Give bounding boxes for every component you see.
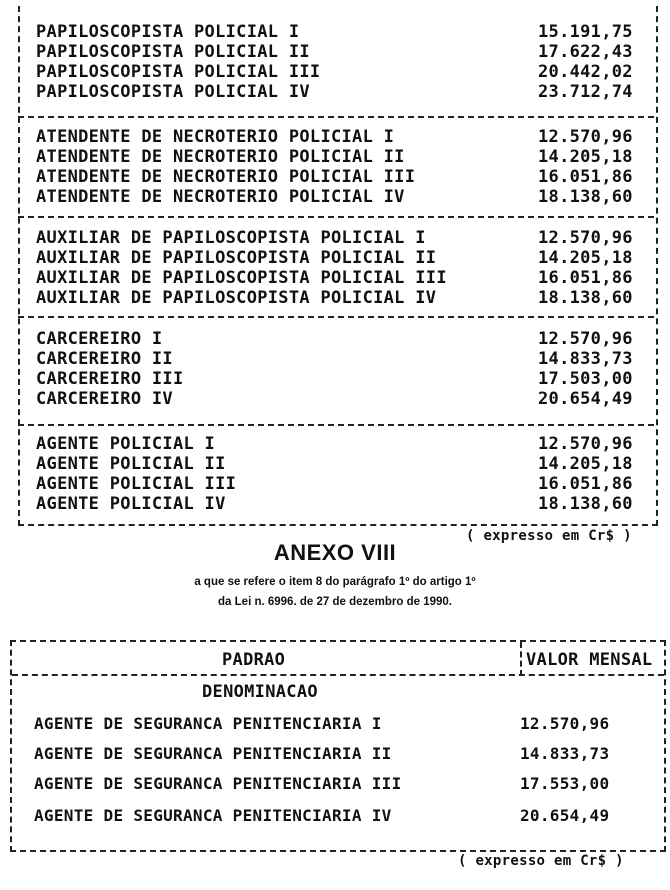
row-description: AGENTE POLICIAL I bbox=[36, 434, 216, 454]
table-row bbox=[34, 806, 610, 825]
row-description: PAPILOSCOPISTA POLICIAL I bbox=[36, 22, 300, 42]
row-description: PAPILOSCOPISTA POLICIAL II bbox=[36, 42, 310, 62]
row-description: AGENTE DE SEGURANCA PENITENCIARIA II bbox=[34, 744, 392, 763]
row-description: AGENTE DE SEGURANCA PENITENCIARIA IV bbox=[34, 806, 392, 825]
row-value: 14.833,73 bbox=[538, 349, 633, 369]
table-row bbox=[34, 774, 610, 793]
row-value: 16.051,86 bbox=[538, 268, 633, 288]
row-description: CARCEREIRO II bbox=[36, 349, 173, 369]
row-description: ATENDENTE DE NECROTERIO POLICIAL IV bbox=[36, 187, 405, 207]
row-value: 18.138,60 bbox=[538, 187, 633, 207]
header-padrao: PADRAO bbox=[222, 650, 286, 670]
annex-subtitle-line-1: a que se refere o item 8 do parágrafo 1º do artigo 1º bbox=[194, 576, 476, 588]
row-description: AGENTE POLICIAL III bbox=[36, 474, 237, 494]
row-description: CARCEREIRO IV bbox=[36, 389, 173, 409]
row-value: 12.570,96 bbox=[538, 228, 633, 248]
header-denominacao: DENOMINACAO bbox=[202, 682, 318, 702]
row-value: 20.654,49 bbox=[538, 389, 633, 409]
row-description: PAPILOSCOPISTA POLICIAL IV bbox=[36, 82, 310, 102]
row-value: 20.654,49 bbox=[520, 806, 610, 825]
row-value: 17.553,00 bbox=[520, 774, 610, 793]
currency-note: ( expresso em Cr$ ) bbox=[458, 853, 624, 869]
row-value: 12.570,96 bbox=[538, 329, 633, 349]
annex-subtitle-line-2: da Lei n. 6996. de 27 de dezembro de 1990. bbox=[218, 596, 452, 608]
table-row bbox=[34, 714, 610, 733]
header-divider bbox=[12, 674, 664, 676]
table-row bbox=[34, 744, 610, 763]
row-description: AGENTE DE SEGURANCA PENITENCIARIA I bbox=[34, 714, 382, 733]
row-value: 17.503,00 bbox=[538, 369, 633, 389]
row-value: 16.051,86 bbox=[538, 474, 633, 494]
row-value: 14.205,18 bbox=[538, 454, 633, 474]
row-value: 14.205,18 bbox=[538, 248, 633, 268]
row-value: 23.712,74 bbox=[538, 82, 633, 102]
row-description: CARCEREIRO I bbox=[36, 329, 163, 349]
annex-title: ANEXO VIII bbox=[273, 540, 397, 565]
row-value: 18.138,60 bbox=[538, 288, 633, 308]
row-description: ATENDENTE DE NECROTERIO POLICIAL III bbox=[36, 167, 416, 187]
row-description: CARCEREIRO III bbox=[36, 369, 184, 389]
row-value: 14.833,73 bbox=[520, 744, 610, 763]
column-divider bbox=[520, 642, 522, 676]
row-value: 12.570,96 bbox=[538, 434, 633, 454]
header-valor-mensal: VALOR MENSAL bbox=[526, 650, 653, 670]
row-value: 14.205,18 bbox=[538, 147, 633, 167]
row-description: AUXILIAR DE PAPILOSCOPISTA POLICIAL III bbox=[36, 268, 447, 288]
row-value: 20.442,02 bbox=[538, 62, 633, 82]
row-description: AGENTE POLICIAL II bbox=[36, 454, 226, 474]
row-value: 16.051,86 bbox=[538, 167, 633, 187]
row-value: 17.622,43 bbox=[538, 42, 633, 62]
row-description: PAPILOSCOPISTA POLICIAL III bbox=[36, 62, 321, 82]
row-description: AGENTE DE SEGURANCA PENITENCIARIA III bbox=[34, 774, 402, 793]
row-description: ATENDENTE DE NECROTERIO POLICIAL I bbox=[36, 127, 395, 147]
currency-note: ( expresso em Cr$ ) bbox=[466, 528, 632, 544]
row-value: 15.191,75 bbox=[538, 22, 633, 42]
row-value: 12.570,96 bbox=[538, 127, 633, 147]
row-value: 18.138,60 bbox=[538, 494, 633, 514]
row-description: AUXILIAR DE PAPILOSCOPISTA POLICIAL IV bbox=[36, 288, 437, 308]
row-value: 12.570,96 bbox=[520, 714, 610, 733]
row-description: AGENTE POLICIAL IV bbox=[36, 494, 226, 514]
row-description: AUXILIAR DE PAPILOSCOPISTA POLICIAL II bbox=[36, 248, 437, 268]
row-description: ATENDENTE DE NECROTERIO POLICIAL II bbox=[36, 147, 405, 167]
row-description: AUXILIAR DE PAPILOSCOPISTA POLICIAL I bbox=[36, 228, 426, 248]
